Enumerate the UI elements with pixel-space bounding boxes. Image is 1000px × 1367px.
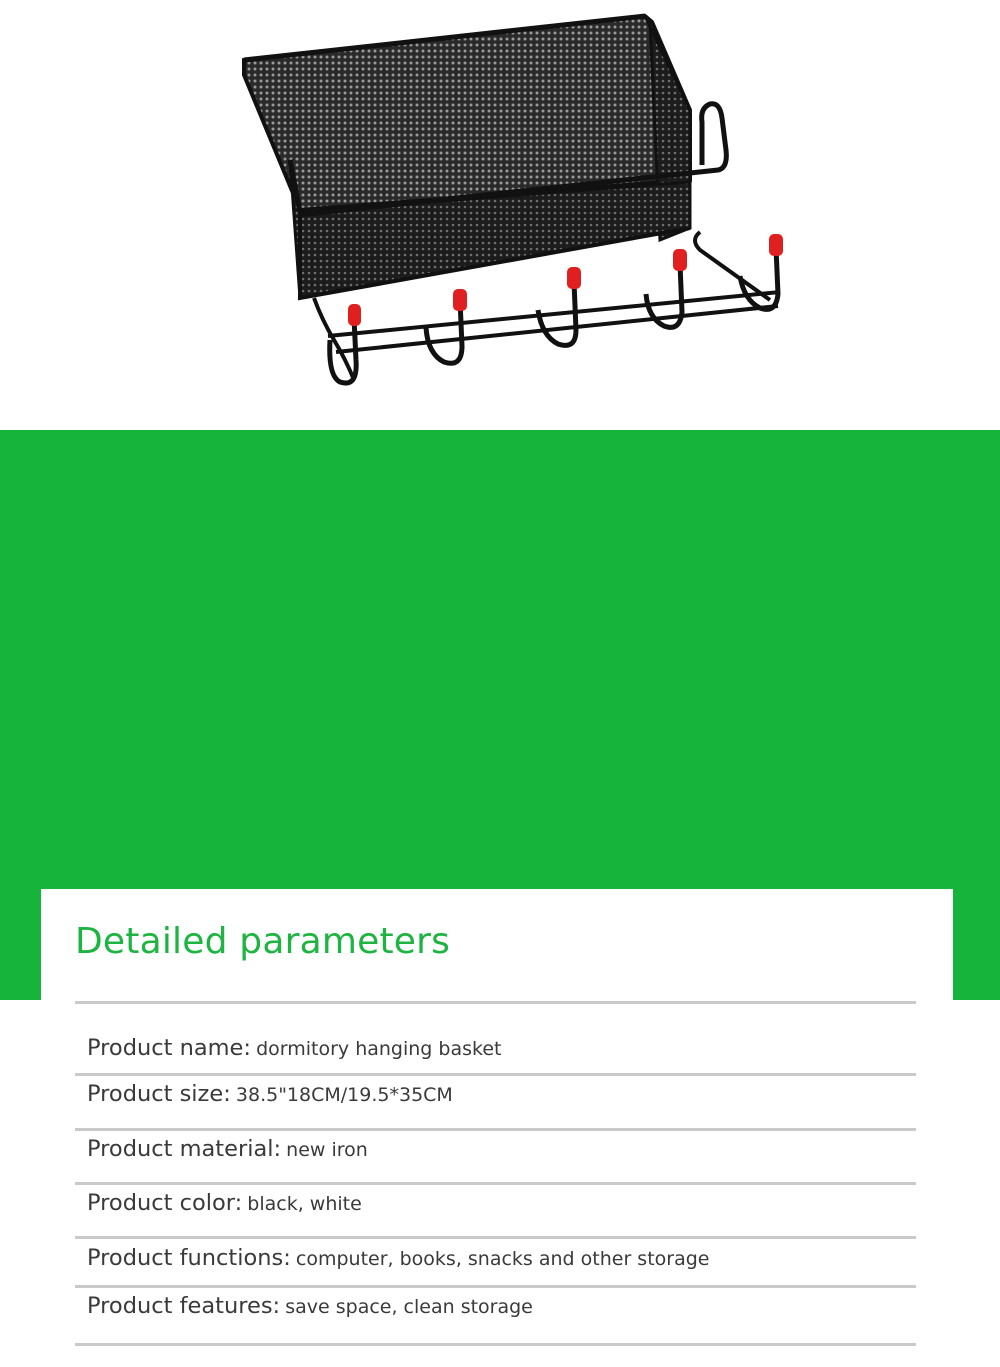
param-label: Product color: xyxy=(87,1190,243,1216)
divider xyxy=(75,1285,916,1288)
param-row-name xyxy=(87,1035,501,1061)
param-value: 38.5"18CM/19.5*35CM xyxy=(235,1084,453,1106)
param-value: save space, clean storage xyxy=(285,1296,533,1318)
param-row-size xyxy=(87,1081,453,1107)
param-row-functions xyxy=(87,1245,709,1271)
param-value: dormitory hanging basket xyxy=(256,1038,502,1060)
parameters-title: Detailed parameters xyxy=(75,921,451,962)
divider xyxy=(75,1073,916,1076)
hanging-basket-image xyxy=(0,0,1000,430)
divider xyxy=(75,1001,916,1004)
param-label: Product name: xyxy=(87,1035,251,1061)
param-label: Product size: xyxy=(87,1081,231,1107)
parameters-card xyxy=(41,889,953,1367)
param-value: black, white xyxy=(247,1193,362,1215)
divider xyxy=(75,1182,916,1185)
param-value: new iron xyxy=(286,1139,368,1161)
divider xyxy=(75,1128,916,1131)
param-label: Product features: xyxy=(87,1293,281,1319)
param-label: Product functions: xyxy=(87,1245,291,1271)
param-row-color xyxy=(87,1190,362,1216)
param-row-features xyxy=(87,1293,533,1319)
divider xyxy=(75,1236,916,1239)
product-photo xyxy=(0,0,1000,430)
param-value: computer, books, snacks and other storage xyxy=(295,1248,710,1270)
divider xyxy=(75,1343,916,1346)
param-label: Product material: xyxy=(87,1136,282,1162)
hook-5 xyxy=(740,248,778,309)
param-row-material xyxy=(87,1136,368,1162)
green-band xyxy=(0,430,1000,1319)
